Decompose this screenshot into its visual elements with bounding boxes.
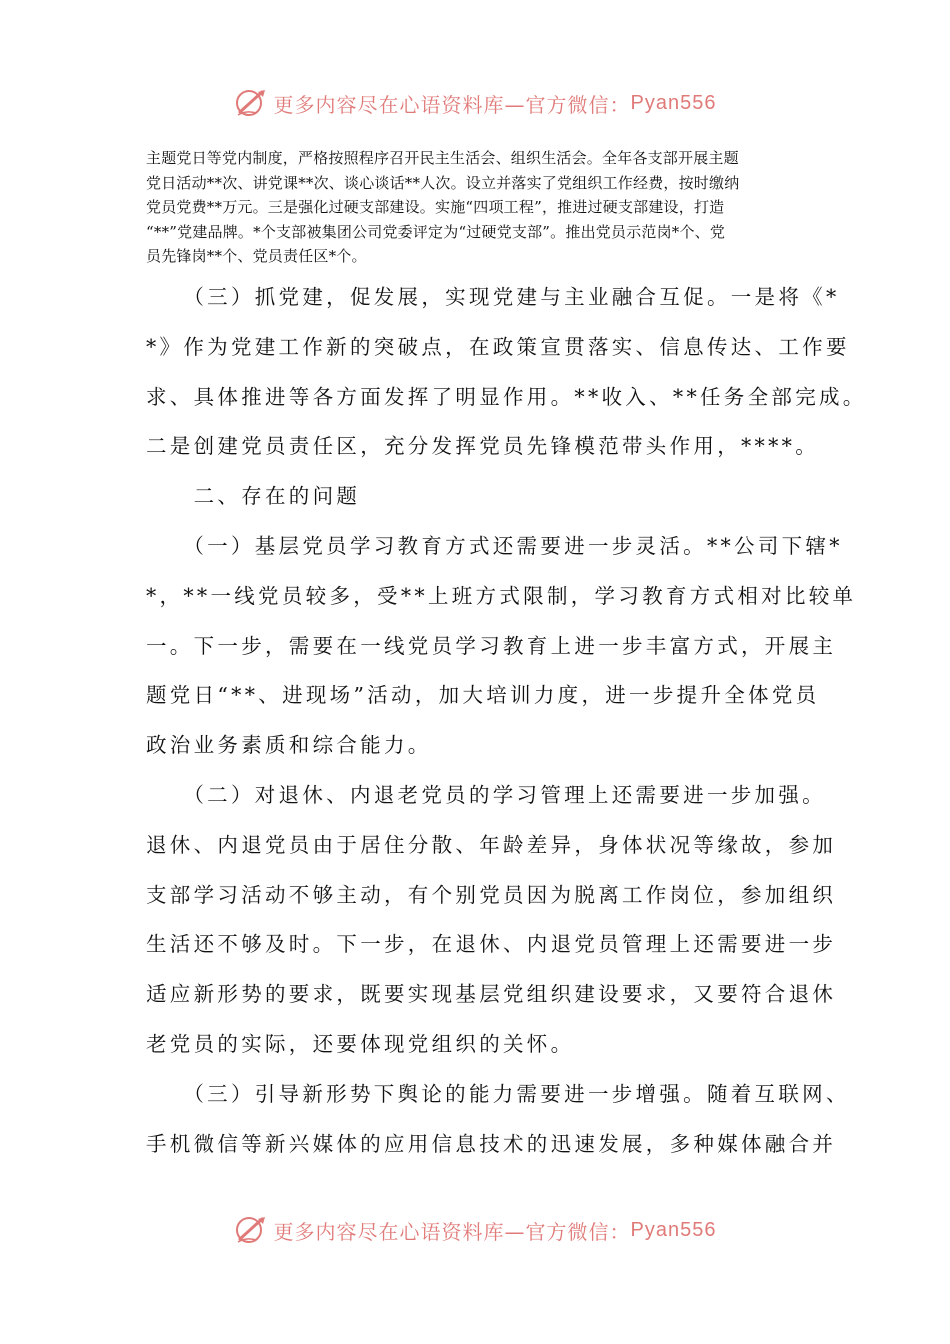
watermark-text: 更多内容尽在心语资料库—官方微信： — [273, 92, 631, 117]
text-line: 手机微信等新兴媒体的应用信息技术的迅速发展，多种媒体融合并 — [146, 1131, 837, 1156]
text-line: 老党员的实际，还要体现党组织的关怀。 — [146, 1031, 575, 1056]
text-line: 支部学习活动不够主动，有个别党员因为脱离工作岗位，参加组织 — [146, 882, 837, 907]
top-paragraph — [146, 146, 810, 269]
text-line: （三）抓党建，促发展，实现党建与主业融合互促。一是将《* — [146, 285, 840, 309]
text-line: 党员党费**万元。三是强化过硬支部建设。实施“四项工程”，推进过硬支部建设，打造 — [146, 198, 725, 216]
text-line: *，**一线党员较多，受**上班方式限制，学习教育方式相对比较单 — [146, 583, 857, 608]
text-line: 主题党日等党内制度，严格按照程序召开民主生活会、组织生活会。全年各支部开展主题 — [146, 149, 739, 167]
section-heading: 二、存在的问题 — [146, 484, 361, 509]
text-line: 政治业务素质和综合能力。 — [146, 733, 432, 758]
watermark-text: 更多内容尽在心语资料库—官方微信： — [273, 1219, 631, 1244]
text-line: （三）引导新形势下舆论的能力需要进一步增强。随着互联网、 — [146, 1081, 850, 1106]
watermark-wechat-id: Pyan556 — [630, 1218, 717, 1241]
text-line: 党日活动**次、讲党课**次、谈心谈话**人次。设立并落实了党组织工作经费，按时缴纳 — [146, 173, 740, 192]
text-line: （一）基层党员学习教育方式还需要进一步灵活。**公司下辖* — [146, 533, 843, 558]
text-line: 一。下一步，需要在一线党员学习教育上进一步丰富方式，开展主 — [146, 633, 837, 658]
text-line: “**”党建品牌。*个支部被集团公司党委评定为“过硬党支部”。推出党员示范岗*个、党 — [146, 222, 726, 241]
pen-logo-icon — [234, 86, 268, 120]
text-line: 退休、内退党员由于居住分散、年龄差异，身体状况等缘故，参加 — [146, 832, 837, 857]
text-line: 求、具体推进等各方面发挥了明显作用。**收入、**任务全部完成。 — [146, 384, 867, 409]
header-watermark — [0, 83, 950, 123]
text-line: （二）对退休、内退老党员的学习管理上还需要进一步加强。 — [146, 782, 826, 807]
document-body — [146, 282, 867, 1178]
pen-logo-icon — [234, 1213, 268, 1247]
text-line: 员先锋岗**个、党员责任区*个。 — [146, 247, 367, 265]
text-line: 生活还不够及时。下一步，在退休、内退党员管理上还需要进一步 — [146, 932, 837, 957]
text-line: 二是创建党员责任区，充分发挥党员先锋模范带头作用，****。 — [146, 434, 819, 459]
text-line: 适应新形势的要求，既要实现基层党组织建设要求，又要符合退休 — [146, 982, 837, 1007]
watermark-wechat-id: Pyan556 — [630, 91, 717, 114]
text-line: *》作为党建工作新的突破点，在政策宣贯落实、信息传达、工作要 — [146, 334, 850, 359]
text-line: 题党日“**、进现场”活动，加大培训力度，进一步提升全体党员 — [146, 683, 820, 708]
footer-watermark — [0, 1210, 950, 1250]
